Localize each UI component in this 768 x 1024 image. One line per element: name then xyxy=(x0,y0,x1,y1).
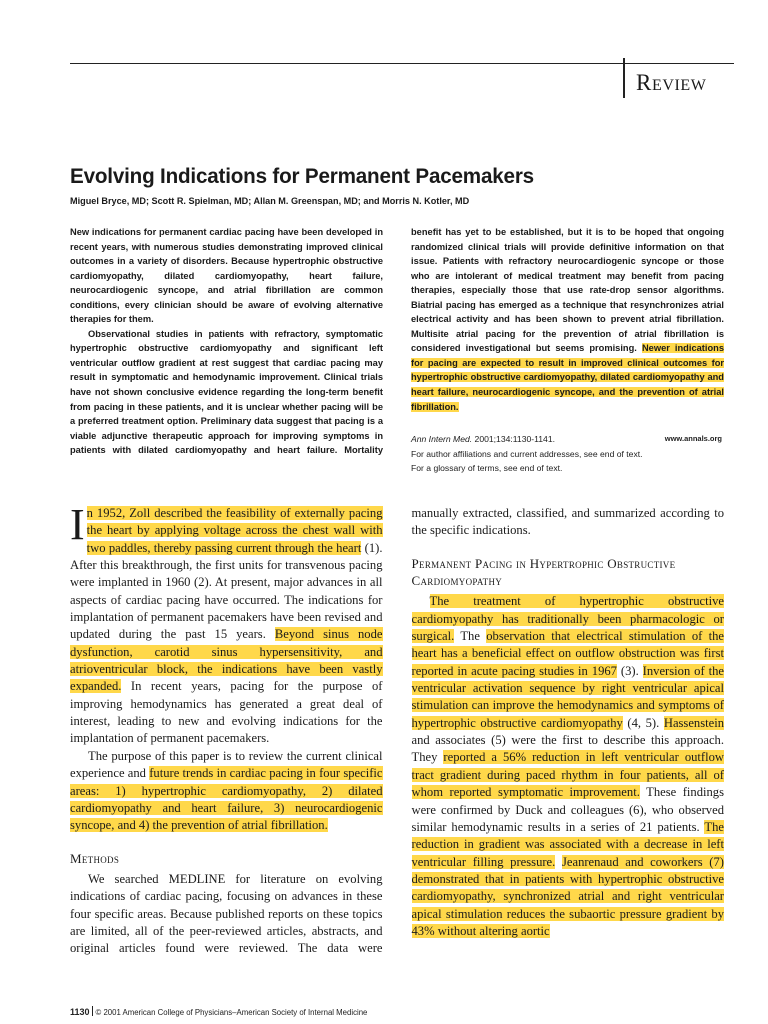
citation-ref xyxy=(411,432,555,447)
drop-cap: I xyxy=(70,500,85,549)
abstract-p2-text: Observational studies in patients with refractory, symptomatic hypertrophic obstructive cardiomyopathy and significant left ventricular outflow gradient at rest suggest that cardiac pacing may result in symptomatic and hemodynamic improvement. Clinical trials have not shown conclusive evidence regarding the long-term benefit from pacing in these patients, and it is unclear whether pacing will be a preferred treatment option. Preliminary data suggest that pacing is a viable adjunctive therapeutic approach for improving symptoms in patients with dilated cardiomyopathy and heart failure. Mortality benefit has yet to be established, but it is to be hoped that ongoing randomized clinical trials will provide definitive information on that issue. Patients with refractory neurocardiogenic syncope or those who are intolerant of medical treatment may benefit from pacing therapies, especially those that use rate-drop sensor algorithms. Biatrial pacing has emerged as a technique that resynchronizes atrial electrical activity and has been shown to prevent atrial fibrillation. Multisite atrial pacing for the prevention of atrial fibrillation is considered investigational but seems promising. xyxy=(70,227,724,456)
hocm-highlight-4: Hassenstein xyxy=(663,715,725,730)
header-divider xyxy=(623,58,625,98)
hocm-text-3: (4, 5). xyxy=(622,715,664,730)
hocm-text-6 xyxy=(555,855,562,869)
page-footer xyxy=(70,1006,367,1017)
intro-highlight-1: n 1952, Zoll described the feasibility of externally pacing the heart by applying voltage across the chest wall with two paddles, thereby passing current through the heart xyxy=(86,506,383,555)
intro-paragraph xyxy=(70,500,383,748)
intro-highlight-2: Beyond sinus node dysfunction, carotid sinus hypersensitivity, and atrioventricular block, the indications have been vastly expanded. xyxy=(70,627,383,694)
purpose-paragraph xyxy=(70,748,383,835)
citation-volume: 2001;134:1130-1141. xyxy=(472,434,555,444)
hocm-highlight-1: The treatment of hypertrophic obstructive cardiomyopathy has traditionally been pharmacologic or surgical. xyxy=(411,594,724,644)
citation-block xyxy=(411,432,722,476)
journal-url[interactable]: www.annals.org xyxy=(664,434,722,443)
hocm-highlight-7: Jeanrenaud and coworkers (7) demonstrated that in patients with hypertrophic obstructive cardiomyopathy, synchronized atrial and right ventricular apical stimulation reduces the subaortic pressure gradient by 43% without altering aortic xyxy=(411,854,724,938)
copyright: © 2001 American College of Physicians–American Society of Internal Medicine xyxy=(95,1008,368,1017)
hocm-highlight-6: The reduction in gradient was associated with a decrease in left ventricular filling pressure. xyxy=(411,819,724,869)
abstract-paragraph-1-flow: New indications for permanent cardiac pacing have been developed in recent years, with numerous studies demonstrating improved clinical outcomes in a variety of disorders. Because hypertrophic obstructive cardiomyopathy, dilated cardiomyopathy, heart failure, neurocardiogenic syncope, and atrial fibrillation are common conditions, every clinician should be aware of evolving alternative therapies for them. xyxy=(70,227,383,325)
hocm-text-1: The xyxy=(454,629,487,644)
hocm-text-2: (3). xyxy=(616,663,643,678)
hocm-highlight-5: reported a 56% reduction in left ventricular outflow tract gradient during paced rhythm in four patients, all of whom reported symptomatic improvement. xyxy=(411,750,725,800)
intro-text-1: (1). After this breakthrough, the first units for transvenous pacing were implanted in 1960 (2). At present, major advances in all aspects of cardiac pacing have occurred. The indications for implantation of permanent pacemakers have been revised and updated during the past 15 years. xyxy=(70,540,383,642)
affiliation-note: For author affiliations and current addresses, see end of text. xyxy=(411,448,643,459)
hocm-text-4: and associates (5) were the first to describe this approach. They xyxy=(411,733,724,765)
purpose-highlight: future trends in cardiac pacing in four specific areas: 1) hypertrophic cardiomyopathy, 2) dilated cardiomyopathy and heart failure, 3) neurocardiogenic syncope, and 4) the prevention of atrial fibrillation. xyxy=(70,766,383,833)
header-rule xyxy=(70,63,734,64)
page-number: 1130 xyxy=(70,1007,90,1017)
article-title: Evolving Indications for Permanent Pacemakers xyxy=(70,164,534,188)
purpose-text: The purpose of this paper is to review the current clinical experience and xyxy=(70,748,383,781)
article-authors: Miguel Bryce, MD; Scott R. Spielman, MD; Allan M. Greenspan, MD; and Morris N. Kotler, MD xyxy=(70,196,470,207)
hocm-paragraph xyxy=(412,593,725,940)
intro-text-2: In recent years, pacing for the purpose of improving hemodynamics has generated a great deal of interest, leading to new and evolving indications for the implantation of permanent pacemakers. xyxy=(70,679,383,746)
methods-heading: Methods xyxy=(70,850,120,866)
section-label: Review xyxy=(636,70,707,95)
glossary-note: For a glossary of terms, see end of text. xyxy=(411,463,563,473)
hocm-highlight-2: observation that electrical stimulation of the heart has a beneficial effect on outflow obstruction was first reported in acute pacing studies in 1967 xyxy=(411,629,724,678)
citation-journal: Ann Intern Med. xyxy=(411,434,473,444)
hocm-heading: Permanent Pacing in Hypertrophic Obstructive Cardiomyopathy xyxy=(411,555,676,589)
methods-paragraph: We searched MEDLINE for literature on evolving indications of cardiac pacing, focusing on advances in these four specific areas. Because published reports on these topics are limited, all of the peer-reviewed articles, abstracts, and original articles found were reviewed. The data were manually extracted, classified, and summarized according to the specific indications. xyxy=(70,506,724,956)
footer-divider xyxy=(92,1006,93,1016)
abstract-highlight: Newer indications for pacing are expected to result in improved clinical outcomes for hypertrophic obstructive cardiomyopathy, dilated cardiomyopathy and heart failure, neurocardiogenic syncope, and the prevention of atrial fibrillation. xyxy=(411,343,724,412)
article-body xyxy=(70,500,725,975)
hocm-text-5: These findings were confirmed by Duck and colleagues (6), who observed similar hemodynamic results in a series of 21 patients. xyxy=(411,785,724,834)
hocm-highlight-3: Inversion of the ventricular activation sequence by right ventricular apical stimulation can improve the hemodynamics and symptoms of hypertrophic obstructive cardiomyopathy xyxy=(411,663,724,730)
